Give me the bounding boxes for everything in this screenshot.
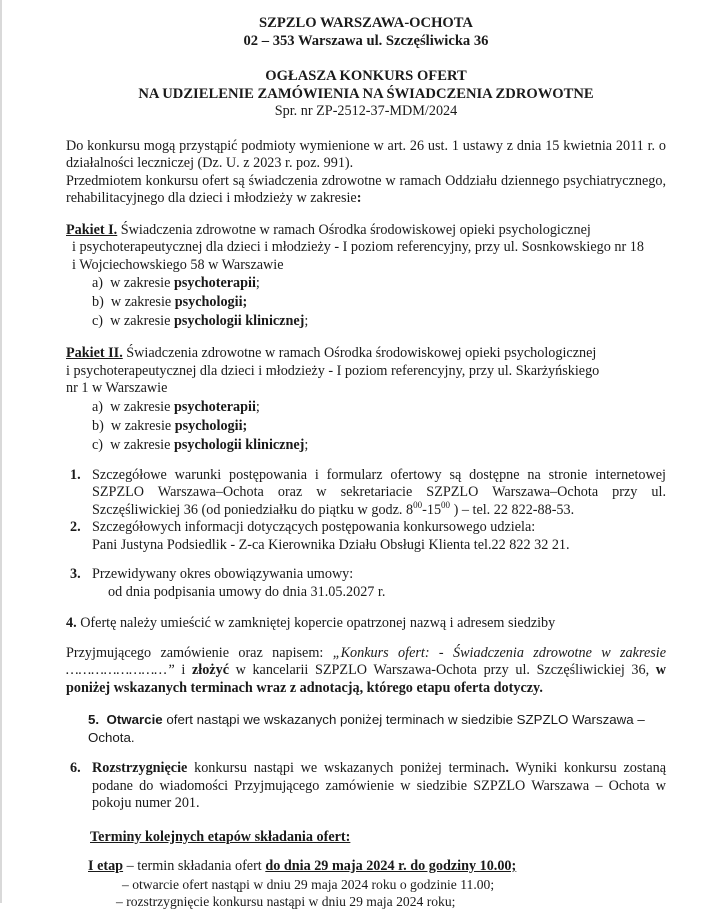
list-item: b) w zakresie psychologii; xyxy=(92,417,248,434)
pakiet-2-text-3: nr 1 w Warszawie xyxy=(66,380,168,396)
pakiet-2-text-2: i psychoterapeutycznej dla dzieci i młodzieży - I poziom referencyjny, przy ul. Skarżyńskiego xyxy=(66,362,600,379)
page-left-border xyxy=(0,0,2,903)
org-name: SZPZLO WARSZAWA-OCHOTA xyxy=(259,15,473,31)
list-item: b) w zakresie psychologii; xyxy=(92,294,248,310)
pakiet-2 xyxy=(66,345,666,455)
pakiet-1 xyxy=(66,222,666,332)
list-item: a) w zakresie psychoterapii; xyxy=(92,275,260,291)
terms-stage-1-resolution: – rozstrzygnięcie konkursu nastąpi w dniu 29 maja 2024 roku; xyxy=(116,894,456,909)
terms-heading: Terminy kolejnych etapów składania ofert: xyxy=(90,828,351,845)
list-item: c) w zakresie psychologii klinicznej; xyxy=(92,313,309,329)
intro-subject-text: Przedmiotem konkursu ofert są świadczenia zdrowotne w ramach Oddziału dziennego psychiatrycznego, rehabilitacyjnego dla dzieci i młodzieży w zakresie xyxy=(66,172,666,206)
list-item: c) w zakresie psychologii klinicznej; xyxy=(92,436,309,453)
announcement-subtitle: NA UDZIELENIE ZAMÓWIENIA NA ŚWIADCZENIA ZDROWOTNE xyxy=(138,86,594,102)
point-1: 1. Szczegółowe warunki postępowania i formularz ofertowy są dostępne na stronie internetowej SZPZLO Warszawa–Ochota oraz w sekretariacie SZPZLO Warszawa–Ochota przy ul. Szczęśliwickiej 36 (od poniedziałku do piątku w godz. $8^{00}-15^{00}$ ) – tel. 22 822-88-53. xyxy=(70,466,666,518)
list-item: a) w zakresie psychoterapii; xyxy=(92,398,260,415)
point-3: 3. Przewidywany okres obowiązywania umowy: od dnia podpisania umowy do dnia 31.05.2027 r. xyxy=(70,566,386,600)
pakiet-1-label: Pakiet I. xyxy=(66,221,118,238)
intro-subject-colon: : xyxy=(356,190,362,206)
pakiet-2-label: Pakiet II. xyxy=(66,345,123,361)
terms-stage-1: I etap – termin składania ofert do dnia 29 maja 2024 r. do godziny 10.00; xyxy=(88,858,517,874)
pakiet-2-scope-list xyxy=(66,398,666,455)
intro-subject xyxy=(66,173,666,208)
intro-eligibility: Do konkursu mogą przystąpić podmioty wymienione w art. 26 ust. 1 ustawy z dnia 15 kwietnia 2011 r. o działalności leczniczej (Dz. U. z 2023 r. poz. 991). xyxy=(66,137,666,171)
document-page xyxy=(66,14,666,911)
point-6: 6. Rozstrzygnięcie konkursu nastąpi we wskazanych poniżej terminach. Wyniki konkursu zostaną podane do wiadomości Przyjmującego zamówienie w siedzibie SZPZLO Warszawa – Ochota w pokoju numer 201. xyxy=(70,760,667,811)
pakiet-2-text-1: Świadczenia zdrowotne w ramach Ośrodka środowiskowej opieki psychologicznej xyxy=(122,345,597,361)
pakiet-1-text-2: i psychoterapeutycznej dla dzieci i młodzieży - I poziom referencyjny, przy ul. Sosnkowskiego nr 18 xyxy=(72,239,644,255)
reference-number: Spr. nr ZP-2512-37-MDM/2024 xyxy=(274,103,458,119)
point-4: 4. Ofertę należy umieścić w zamkniętej kopercie opatrzonej nazwą i adresem siedziby xyxy=(66,615,556,631)
announcement-title: OGŁASZA KONKURS OFERT xyxy=(265,68,467,84)
pakiet-1-scope-list xyxy=(66,274,666,331)
point-2: 2. Szczegółowych informacji dotyczących postępowania konkursowego udziela: Pani Justyna Podsiedlik - Z-ca Kierownika Działu Obsługi Klienta tel.22 822 32 21. xyxy=(70,519,570,553)
point-5: 5. Otwarcie ofert nastąpi we wskazanych poniżej terminach w siedzibie SZPZLO Warszawa – Ochota. xyxy=(88,712,645,745)
org-address: 02 – 353 Warszawa ul. Szczęśliwicka 36 xyxy=(243,33,489,49)
pakiet-1-text-1: Świadczenia zdrowotne w ramach Ośrodka środowiskowej opieki psychologicznej xyxy=(117,221,591,238)
point-4-details: Przyjmującego zamówienie oraz napisem: „Konkurs ofert: - Świadczenia zdrowotne w zakresie ……………………” i złożyć w kancelarii SZPZLO Warszawa-Ochota przy ul. Szczęśliwickiej 36, w poniżej wskazanych terminach wraz z adnotacją, którego etapu oferta dotyczy. xyxy=(66,644,666,696)
terms-stage-1-opening: – otwarcie ofert nastąpi w dniu 29 maja 2024 roku o godzinie 11.00; xyxy=(122,876,495,892)
pakiet-1-text-3: i Wojciechowskiego 58 w Warszawie xyxy=(72,256,284,273)
